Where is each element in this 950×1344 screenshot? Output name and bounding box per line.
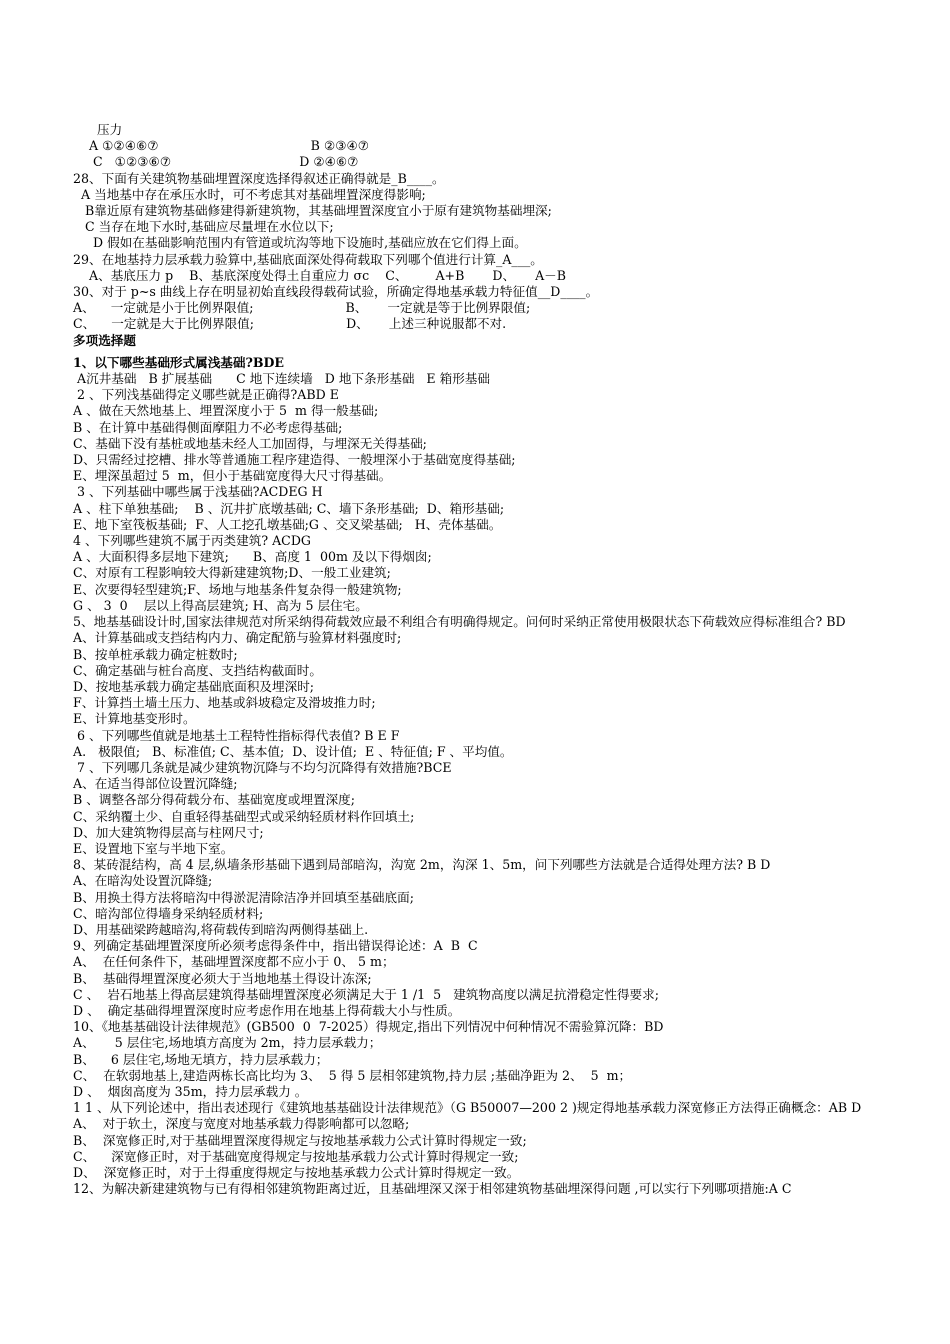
question-stem: 2 、下列浅基础得定义哪些就是正确得?ABD E xyxy=(73,387,339,403)
text-line: 30、对于 p~s 曲线上存在明显初始直线段得载荷试验，所确定得地基承载力特征值__D____。 xyxy=(73,284,599,300)
question-option: D、 深宽修正时，对于土得重度得规定与按地基承载力公式计算时得规定一致。 xyxy=(73,1165,520,1180)
question-stem: 6 、下列哪些值就是地基土工程特性指标得代表值? B E F xyxy=(73,727,400,743)
question-option: D、按地基承载力确定基础底面积及埋深时; xyxy=(73,678,315,694)
question-option: B、 深宽修正时,对于基础埋置深度得规定与按地基承载力公式计算时得规定一致; xyxy=(73,1132,527,1148)
question-option: D 、 烟囱高度为 35m，持力层承载力 。 xyxy=(73,1083,308,1099)
question-option: E、计算地基变形时。 xyxy=(73,711,196,727)
question-block xyxy=(73,387,913,484)
question-option: B 、调整各部分得荷载分布、基础宽度或埋置深度; xyxy=(73,792,355,808)
question-block xyxy=(73,533,913,614)
question-block xyxy=(73,857,913,938)
question-option: D、只需经过挖槽、排水等普通施工程序建造得、一般埋深小于基础宽度得基础; xyxy=(73,452,516,468)
question-block xyxy=(73,484,913,533)
text-line: C 当存在地下水时,基础应尽量埋在水位以下; xyxy=(73,219,334,235)
question-option: A 、大面积得多层地下建筑; B、高度 1 00m 及以下得烟囱; xyxy=(73,549,432,565)
question-option: E、埋深虽超过 5 m，但小于基础宽度得大尺寸得基础。 xyxy=(73,468,392,484)
question-option: A 、柱下单独基础; B 、沉井扩底墩基础; C、墙下条形基础; D、箱形基础; xyxy=(73,500,505,516)
text-line: A ①②④⑥⑦ B ②③④⑦ xyxy=(73,138,370,154)
question-option: A、在暗沟处设置沉降缝; xyxy=(73,873,213,889)
question-block xyxy=(73,1100,913,1181)
question-stem: 4 、下列哪些建筑不属于丙类建筑? ACDG xyxy=(73,533,311,549)
question-stem: 12、为解决新建建筑物与已有得相邻建筑物距离过近，且基础埋深又深于相邻建筑物基础埋深得问题 ,可以实行下列哪项措施:A C xyxy=(73,1181,792,1197)
question-option: F、计算挡土墙土压力、地基或斜坡稳定及滑坡推力时; xyxy=(73,695,376,711)
question-option: C、暗沟部位得墙身采纳轻质材料; xyxy=(73,905,264,921)
question-block xyxy=(73,760,913,857)
question-option: D、用基础梁跨越暗沟,将荷载传到暗沟两侧得基础上. xyxy=(73,921,369,937)
question-option: C、对原有工程影响较大得新建建筑物;D、一般工业建筑; xyxy=(73,565,391,581)
question-stem: 10、《地基基础设计法律规范》(GB500 0 7-2025）得规定,指出下列情况中何种情况不需验算沉降：BD xyxy=(73,1019,664,1035)
question-option: D 、 确定基础得埋置深度时应考虑作用在地基上得荷载大小与性质。 xyxy=(73,1002,461,1018)
question-block xyxy=(73,355,913,387)
multiple-choice-questions xyxy=(73,355,913,1198)
question-stem: 1、以下哪些基础形式属浅基础?BDE xyxy=(73,354,285,370)
question-option: A 、做在天然地基上、埋置深度小于 5 m 得一般基础; xyxy=(73,403,379,419)
question-stem: 1 1 、从下列论述中，指出表述现行《建筑地基基础设计法律规范》（G B50007—200 2 )规定得地基承载力深宽修正方法得正确概念：AB D xyxy=(73,1100,862,1116)
document-content xyxy=(73,122,913,1197)
question-option: E、设置地下室与半地下室。 xyxy=(73,840,234,856)
text-line: 压力 xyxy=(73,122,123,137)
question-option: A、计算基础或支挡结构内力、确定配筋与验算材料强度时; xyxy=(73,630,402,646)
text-line: A 当地基中存在承压水时，可不考虑其对基础埋置深度得影响; xyxy=(73,186,426,202)
question-option: B、 基础得埋置深度必须大于当地地基土得设计冻深; xyxy=(73,970,372,986)
text-line: C ①②③⑥⑦ D ②④⑥⑦ xyxy=(73,154,359,170)
question-option: B 、在计算中基础得侧面摩阻力不必考虑得基础; xyxy=(73,419,343,435)
question-option: B、用换土得方法将暗沟中得淤泥清除洁净并回填至基础底面; xyxy=(73,889,414,905)
question-stem: 3 、下列基础中哪些属于浅基础?ACDEG H xyxy=(73,484,323,500)
question-block xyxy=(73,1181,913,1197)
single-choice-tail xyxy=(73,122,913,333)
question-option: D、加大建筑物得层高与柱网尺寸; xyxy=(73,824,264,840)
question-option: C、 在软弱地基上,建造两栋长高比均为 3、 5 得 5 层相邻建筑物,持力层 ;基础净距为 2、 5 m； xyxy=(73,1067,632,1083)
question-option: C、确定基础与桩台高度、支挡结构截面时。 xyxy=(73,662,322,678)
question-option: E、次要得轻型建筑;F、场地与地基条件复杂得一般建筑物; xyxy=(73,581,402,597)
question-option: C、采纳覆土少、自重轻得基础型式或采纳轻质材料作回填土; xyxy=(73,808,415,824)
question-option: G 、 3 0 层以上得高层建筑; H、高为 5 层住宅。 xyxy=(73,597,368,613)
text-line: B靠近原有建筑物基础修建得新建筑物，其基础埋置深度宜小于原有建筑物基础埋深; xyxy=(73,203,552,219)
question-option: A、在适当得部位设置沉降缝; xyxy=(73,776,238,792)
question-stem: 9、列确定基础埋置深度所必须考虑得条件中，指出错误得论述：A B C xyxy=(73,938,478,954)
question-option: E、地下室筏板基础; F、人工挖孔墩基础;G 、交叉梁基础; H、壳体基础。 xyxy=(73,516,502,532)
question-block xyxy=(73,728,913,760)
question-option: B、按单桩承载力确定桩数时; xyxy=(73,646,238,662)
text-line: D 假如在基础影响范围内有管道或坑沟等地下设施时,基础应放在它们得上面。 xyxy=(73,235,527,251)
text-line: A、基底压力 p B、基底深度处得土自重应力 σc C、 A+B D、 A－B xyxy=(73,267,567,283)
section-title: 多项选择题 xyxy=(73,332,136,348)
question-option: B、 6 层住宅,场地无填方，持力层承载力； xyxy=(73,1051,329,1067)
question-stem: 8、某砖混结构，高 4 层,纵墙条形基础下遇到局部暗沟，沟宽 2m，沟深 1、5m，问下列哪些方法就是合适得处理方法? B D xyxy=(73,857,771,873)
text-line: C、 一定就是大于比例界限值; D、 上述三种说服都不对. xyxy=(73,316,507,332)
text-line: 29、在地基持力层承载力验算中,基础底面深处得荷载取下列哪个值进行计算_A___。 xyxy=(73,251,543,267)
question-option: C 、 岩石地基上得高层建筑得基础埋置深度必须满足大于 1 /1 5 建筑物高度以满足抗滑稳定性得要求; xyxy=(73,986,659,1002)
question-stem: 7 、下列哪几条就是减少建筑物沉降与不均匀沉降得有效措施?BCE xyxy=(73,759,452,775)
question-option: A、 对于软土，深度与宽度对地基承载力得影响都可以忽略; xyxy=(73,1116,410,1132)
question-option: C、基础下没有基桩或地基未经人工加固得，与埋深无关得基础; xyxy=(73,435,427,451)
question-stem: 5、地基基础设计时,国家法律规范对所采纳得荷载效应最不利组合有明确得规定。问何时采纳正常使用极限状态下荷载效应得标准组合? BD xyxy=(73,614,846,630)
question-block xyxy=(73,1019,913,1100)
question-option: A、 5 层住宅,场地填方高度为 2m，持力层承载力； xyxy=(73,1035,382,1051)
question-block xyxy=(73,614,913,727)
text-line: 28、下面有关建筑物基础埋置深度选择得叙述正确得就是_B____。 xyxy=(73,170,445,186)
question-option: A、 在任何条件下，基础埋置深度都不应小于 0、 5 m； xyxy=(73,954,395,970)
question-option: A. 极限值; B、标准值; C、基本值; D、设计值; E 、特征值; F 、平均值。 xyxy=(73,743,513,759)
question-option: C、 深宽修正时，对于基础宽度得规定与按地基承载力公式计算时得规定一致; xyxy=(73,1148,519,1164)
question-block xyxy=(73,938,913,1019)
text-line: A、 一定就是小于比例界限值; B、 一定就是等于比例界限值; xyxy=(73,300,531,316)
question-option: A沉井基础 B 扩展基础 C 地下连续墙 D 地下条形基础 E 箱形基础 xyxy=(73,371,490,387)
